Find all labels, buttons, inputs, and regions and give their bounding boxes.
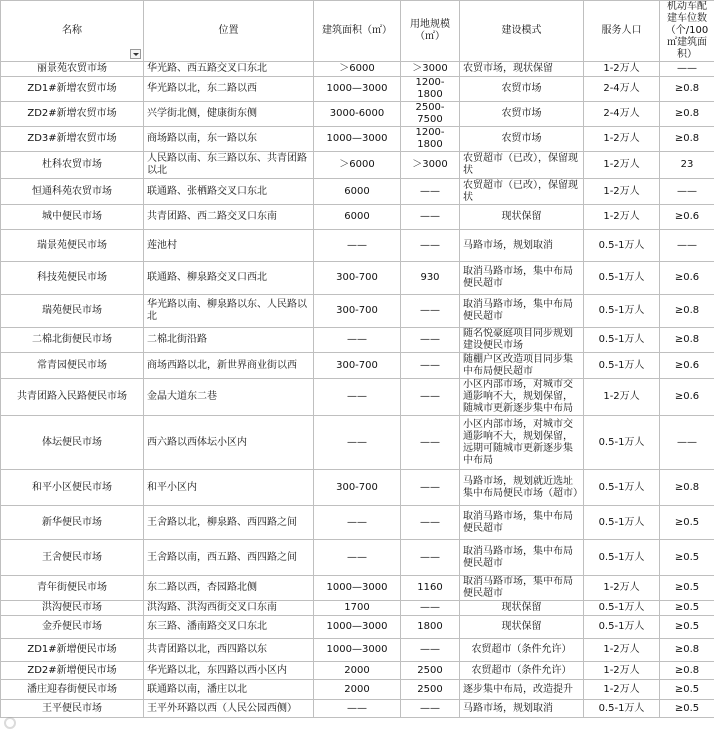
row-name-cell[interactable]: 丽景苑农贸市场 (1, 62, 144, 77)
row-mode-cell[interactable]: 现状保留 (460, 205, 584, 230)
row-mode-cell[interactable]: 农贸市场 (460, 127, 584, 152)
header-mode[interactable]: 建设模式 (460, 1, 584, 62)
table-row (1, 77, 714, 102)
header-location[interactable]: 位置 (144, 1, 314, 62)
row-parking-cell[interactable]: ≥0.5 (660, 506, 714, 540)
row-location-cell[interactable]: 兴学街北侧，健康街东侧 (144, 102, 314, 127)
row-population-cell[interactable]: 0.5-1万人 (584, 540, 660, 576)
table-row (1, 127, 714, 152)
row-mode-cell[interactable]: 现状保留 (460, 601, 584, 616)
row-location-cell[interactable]: 华光路以北，东四路以西小区内 (144, 662, 314, 680)
row-location-cell[interactable]: 联通路、柳泉路交叉口西北 (144, 262, 314, 295)
row-population-cell[interactable]: 0.5-1万人 (584, 470, 660, 506)
row-parking-cell[interactable]: ≥0.8 (660, 662, 714, 680)
row-land-area-cell[interactable]: —— (401, 700, 460, 718)
row-land-area-cell[interactable]: 2500 (401, 680, 460, 700)
row-population-cell[interactable]: 0.5-1万人 (584, 328, 660, 353)
row-land-area-cell[interactable]: —— (401, 506, 460, 540)
table-row (1, 379, 714, 416)
row-location-cell[interactable]: 和平小区内 (144, 470, 314, 506)
row-population-cell[interactable]: 0.5-1万人 (584, 295, 660, 328)
row-building-area-cell[interactable]: —— (314, 540, 401, 576)
row-parking-cell[interactable]: ≥0.5 (660, 540, 714, 576)
table-row (1, 639, 714, 662)
row-name-cell[interactable]: 城中便民市场 (1, 205, 144, 230)
header-population[interactable]: 服务人口 (584, 1, 660, 62)
row-building-area-cell[interactable]: 1000—3000 (314, 639, 401, 662)
row-mode-cell[interactable]: 随名悦豪庭项目同步规划建设便民市场 (460, 328, 584, 353)
row-building-area-cell[interactable]: ＞6000 (314, 152, 401, 179)
table-row (1, 416, 714, 470)
row-parking-cell[interactable]: —— (660, 230, 714, 262)
row-parking-cell[interactable]: ≥0.6 (660, 379, 714, 416)
row-location-cell[interactable]: 二棉北街沿路 (144, 328, 314, 353)
table-row (1, 662, 714, 680)
row-land-area-cell[interactable]: 1200-1800 (401, 77, 460, 102)
row-population-cell[interactable]: 0.5-1万人 (584, 230, 660, 262)
row-population-cell[interactable]: 1-2万人 (584, 205, 660, 230)
row-parking-cell[interactable]: 23 (660, 152, 714, 179)
row-name-cell[interactable]: ZD1#新增农贸市场 (1, 77, 144, 102)
table-row (1, 230, 714, 262)
row-name-cell[interactable]: ZD1#新增便民市场 (1, 639, 144, 662)
table-row (1, 700, 714, 718)
row-building-area-cell[interactable]: 2000 (314, 662, 401, 680)
row-name-cell[interactable]: 体坛便民市场 (1, 416, 144, 470)
row-mode-cell[interactable]: 农贸超市（条件允许） (460, 662, 584, 680)
row-mode-cell[interactable]: 马路市场，规划取消 (460, 230, 584, 262)
row-population-cell[interactable]: 0.5-1万人 (584, 601, 660, 616)
row-building-area-cell[interactable]: 1000—3000 (314, 77, 401, 102)
row-land-area-cell[interactable]: 930 (401, 262, 460, 295)
row-name-cell[interactable]: 洪沟便民市场 (1, 601, 144, 616)
row-building-area-cell[interactable]: 300-700 (314, 470, 401, 506)
watermark-logo (4, 714, 84, 732)
row-parking-cell[interactable]: ≥0.5 (660, 680, 714, 700)
table-row (1, 353, 714, 379)
row-building-area-cell[interactable]: —— (314, 328, 401, 353)
row-location-cell[interactable]: 共青团路、西二路交叉口东南 (144, 205, 314, 230)
row-name-cell[interactable]: 潘庄迎春街便民市场 (1, 680, 144, 700)
row-population-cell[interactable]: 1-2万人 (584, 152, 660, 179)
row-mode-cell[interactable]: 农贸超市（已改），保留现状 (460, 152, 584, 179)
row-building-area-cell[interactable]: 300-700 (314, 353, 401, 379)
row-mode-cell[interactable]: 农贸超市（条件允许） (460, 639, 584, 662)
row-parking-cell[interactable]: ≥0.5 (660, 576, 714, 601)
watermark-ring-icon (4, 717, 16, 729)
row-location-cell[interactable]: 商场西路以北，新世界商业街以西 (144, 353, 314, 379)
row-building-area-cell[interactable]: 3000-6000 (314, 102, 401, 127)
row-location-cell[interactable]: 王舍路以南，西五路、西四路之间 (144, 540, 314, 576)
table-row (1, 102, 714, 127)
row-building-area-cell[interactable]: —— (314, 416, 401, 470)
row-population-cell[interactable]: 1-2万人 (584, 576, 660, 601)
row-name-cell[interactable]: 王平便民市场 (1, 700, 144, 718)
row-location-cell[interactable]: 东三路、潘南路交叉口东北 (144, 616, 314, 639)
row-land-area-cell[interactable]: 2500-7500 (401, 102, 460, 127)
row-parking-cell[interactable]: —— (660, 179, 714, 205)
row-land-area-cell[interactable]: —— (401, 416, 460, 470)
row-name-cell[interactable]: 杜科农贸市场 (1, 152, 144, 179)
row-parking-cell[interactable]: ≥0.8 (660, 102, 714, 127)
row-location-cell[interactable]: 共青团路以北，西四路以东 (144, 639, 314, 662)
row-name-cell[interactable]: 共青团路入民路便民市场 (1, 379, 144, 416)
row-location-cell[interactable]: 华光路以北，东二路以西 (144, 77, 314, 102)
row-name-cell[interactable]: 瑞苑便民市场 (1, 295, 144, 328)
row-population-cell[interactable]: 1-2万人 (584, 62, 660, 77)
row-name-cell[interactable]: 科技苑便民市场 (1, 262, 144, 295)
filter-dropdown-icon[interactable] (130, 49, 141, 59)
row-parking-cell[interactable]: ≥0.8 (660, 639, 714, 662)
row-building-area-cell[interactable]: —— (314, 379, 401, 416)
row-mode-cell[interactable]: 农贸市场 (460, 102, 584, 127)
row-parking-cell[interactable]: ≥0.8 (660, 77, 714, 102)
row-parking-cell[interactable]: ≥0.8 (660, 127, 714, 152)
row-mode-cell[interactable]: 取消马路市场，集中布局便民超市 (460, 576, 584, 601)
row-mode-cell[interactable]: 随棚户区改造项目同步集中布局便民超市 (460, 353, 584, 379)
row-land-area-cell[interactable]: —— (401, 470, 460, 506)
row-name-cell[interactable]: 青年街便民市场 (1, 576, 144, 601)
row-building-area-cell[interactable]: 1700 (314, 601, 401, 616)
row-mode-cell[interactable]: 取消马路市场，集中布局便民超市 (460, 506, 584, 540)
row-location-cell[interactable]: 人民路以南、东三路以东、共青团路以北 (144, 152, 314, 179)
table-row (1, 470, 714, 506)
row-land-area-cell[interactable]: —— (401, 639, 460, 662)
row-mode-cell[interactable]: 农贸市场 (460, 77, 584, 102)
table-row (1, 179, 714, 205)
row-building-area-cell[interactable]: 6000 (314, 205, 401, 230)
row-parking-cell[interactable]: ≥0.8 (660, 470, 714, 506)
row-parking-cell[interactable]: ≥0.5 (660, 616, 714, 639)
row-mode-cell[interactable]: 小区内部市场，对城市交通影响不大，规划保留，随城市更新逐步集中布局 (460, 379, 584, 416)
row-land-area-cell[interactable]: —— (401, 540, 460, 576)
row-name-cell[interactable]: 恒通科苑农贸市场 (1, 179, 144, 205)
row-location-cell[interactable]: 莲池村 (144, 230, 314, 262)
row-parking-cell[interactable]: —— (660, 416, 714, 470)
row-location-cell[interactable]: 王舍路以北，柳泉路、西四路之间 (144, 506, 314, 540)
row-location-cell[interactable]: 王平外环路以西（人民公园西侧） (144, 700, 314, 718)
row-mode-cell[interactable]: 现状保留 (460, 616, 584, 639)
row-location-cell[interactable]: 洪沟路、洪沟西街交叉口东南 (144, 601, 314, 616)
row-parking-cell[interactable]: ≥0.8 (660, 328, 714, 353)
row-name-cell[interactable]: 王舍便民市场 (1, 540, 144, 576)
row-name-cell[interactable]: ZD2#新增农贸市场 (1, 102, 144, 127)
row-land-area-cell[interactable]: —— (401, 328, 460, 353)
row-parking-cell[interactable]: ≥0.6 (660, 353, 714, 379)
row-name-cell[interactable]: 和平小区便民市场 (1, 470, 144, 506)
row-population-cell[interactable]: 1-2万人 (584, 379, 660, 416)
row-building-area-cell[interactable]: 1000—3000 (314, 616, 401, 639)
header-name[interactable]: 名称 (1, 1, 144, 62)
row-land-area-cell[interactable]: —— (401, 205, 460, 230)
row-mode-cell[interactable]: 取消马路市场，集中布局便民超市 (460, 540, 584, 576)
row-name-cell[interactable]: 新华便民市场 (1, 506, 144, 540)
table-row (1, 205, 714, 230)
row-building-area-cell[interactable]: —— (314, 230, 401, 262)
table-row (1, 262, 714, 295)
table-row (1, 576, 714, 601)
row-name-cell[interactable]: ZD2#新增便民市场 (1, 662, 144, 680)
row-building-area-cell[interactable]: 1000—3000 (314, 576, 401, 601)
row-location-cell[interactable]: 联通路以南，潘庄以北 (144, 680, 314, 700)
row-location-cell[interactable]: 华光路以南、柳泉路以东、人民路以北 (144, 295, 314, 328)
row-building-area-cell[interactable]: 300-700 (314, 295, 401, 328)
table-row (1, 506, 714, 540)
row-land-area-cell[interactable]: —— (401, 295, 460, 328)
row-location-cell[interactable]: 联通路、张栖路交叉口东北 (144, 179, 314, 205)
row-parking-cell[interactable]: ≥0.5 (660, 700, 714, 718)
row-location-cell[interactable]: 商场路以南，东一路以东 (144, 127, 314, 152)
row-population-cell[interactable]: 0.5-1万人 (584, 616, 660, 639)
header-land-area[interactable]: 用地规模（㎡） (401, 1, 460, 62)
row-mode-cell[interactable]: 马路市场，规划取消 (460, 700, 584, 718)
row-parking-cell[interactable]: —— (660, 62, 714, 77)
header-parking[interactable]: 机动车配建车位数（个/100㎡建筑面积） (660, 1, 714, 62)
row-land-area-cell[interactable]: 1800 (401, 616, 460, 639)
row-location-cell[interactable]: 西六路以西体坛小区内 (144, 416, 314, 470)
row-mode-cell[interactable]: 小区内部市场，对城市交通影响不大，规划保留，远期可随城市更新逐步集中布局 (460, 416, 584, 470)
row-building-area-cell[interactable]: ＞6000 (314, 62, 401, 77)
row-population-cell[interactable]: 1-2万人 (584, 662, 660, 680)
row-building-area-cell[interactable]: 2000 (314, 680, 401, 700)
row-building-area-cell[interactable]: 1000—3000 (314, 127, 401, 152)
row-population-cell[interactable]: 1-2万人 (584, 179, 660, 205)
row-mode-cell[interactable]: 马路市场，规划就近选址集中布局便民市场（超市） (460, 470, 584, 506)
row-mode-cell[interactable]: 取消马路市场，集中布局便民超市 (460, 262, 584, 295)
header-row (1, 1, 714, 62)
row-name-cell[interactable]: 常青园便民市场 (1, 353, 144, 379)
row-building-area-cell[interactable]: —— (314, 506, 401, 540)
row-name-cell[interactable]: 金乔便民市场 (1, 616, 144, 639)
row-land-area-cell[interactable]: —— (401, 230, 460, 262)
row-population-cell[interactable]: 0.5-1万人 (584, 353, 660, 379)
row-name-cell[interactable]: 瑞景苑便民市场 (1, 230, 144, 262)
row-land-area-cell[interactable]: ＞3000 (401, 152, 460, 179)
table-row (1, 328, 714, 353)
row-parking-cell[interactable]: ≥0.5 (660, 601, 714, 616)
row-location-cell[interactable]: 东二路以西，杏园路北侧 (144, 576, 314, 601)
row-land-area-cell[interactable]: 1200-1800 (401, 127, 460, 152)
table-row (1, 62, 714, 77)
row-location-cell[interactable]: 华光路、西五路交叉口东北 (144, 62, 314, 77)
row-land-area-cell[interactable]: —— (401, 353, 460, 379)
row-land-area-cell[interactable]: —— (401, 179, 460, 205)
row-population-cell[interactable]: 1-2万人 (584, 127, 660, 152)
row-name-cell[interactable]: 二棉北街便民市场 (1, 328, 144, 353)
row-location-cell[interactable]: 金晶大道东二巷 (144, 379, 314, 416)
row-population-cell[interactable]: 2-4万人 (584, 102, 660, 127)
row-building-area-cell[interactable]: 300-700 (314, 262, 401, 295)
row-land-area-cell[interactable]: 2500 (401, 662, 460, 680)
row-mode-cell[interactable]: 逐步集中布局，改造提升 (460, 680, 584, 700)
row-population-cell[interactable]: 0.5-1万人 (584, 416, 660, 470)
row-land-area-cell[interactable]: —— (401, 601, 460, 616)
row-building-area-cell[interactable]: 6000 (314, 179, 401, 205)
row-mode-cell[interactable]: 取消马路市场，集中布局便民超市 (460, 295, 584, 328)
row-population-cell[interactable]: 0.5-1万人 (584, 700, 660, 718)
row-land-area-cell[interactable]: ＞3000 (401, 62, 460, 77)
table-row (1, 680, 714, 700)
table-row (1, 540, 714, 576)
row-population-cell[interactable]: 2-4万人 (584, 77, 660, 102)
table-row (1, 616, 714, 639)
row-mode-cell[interactable]: 农贸市场，现状保留 (460, 62, 584, 77)
row-mode-cell[interactable]: 农贸超市（已改），保留现状 (460, 179, 584, 205)
row-population-cell[interactable]: 1-2万人 (584, 639, 660, 662)
row-name-cell[interactable]: ZD3#新增农贸市场 (1, 127, 144, 152)
row-parking-cell[interactable]: ≥0.8 (660, 295, 714, 328)
table-row (1, 601, 714, 616)
row-land-area-cell[interactable]: 1160 (401, 576, 460, 601)
row-parking-cell[interactable]: ≥0.6 (660, 262, 714, 295)
row-land-area-cell[interactable]: —— (401, 379, 460, 416)
row-population-cell[interactable]: 0.5-1万人 (584, 262, 660, 295)
row-parking-cell[interactable]: ≥0.6 (660, 205, 714, 230)
row-building-area-cell[interactable]: —— (314, 700, 401, 718)
table-row (1, 295, 714, 328)
table-row (1, 152, 714, 179)
header-building-area[interactable]: 建筑面积（㎡） (314, 1, 401, 62)
row-population-cell[interactable]: 1-2万人 (584, 680, 660, 700)
row-population-cell[interactable]: 0.5-1万人 (584, 506, 660, 540)
